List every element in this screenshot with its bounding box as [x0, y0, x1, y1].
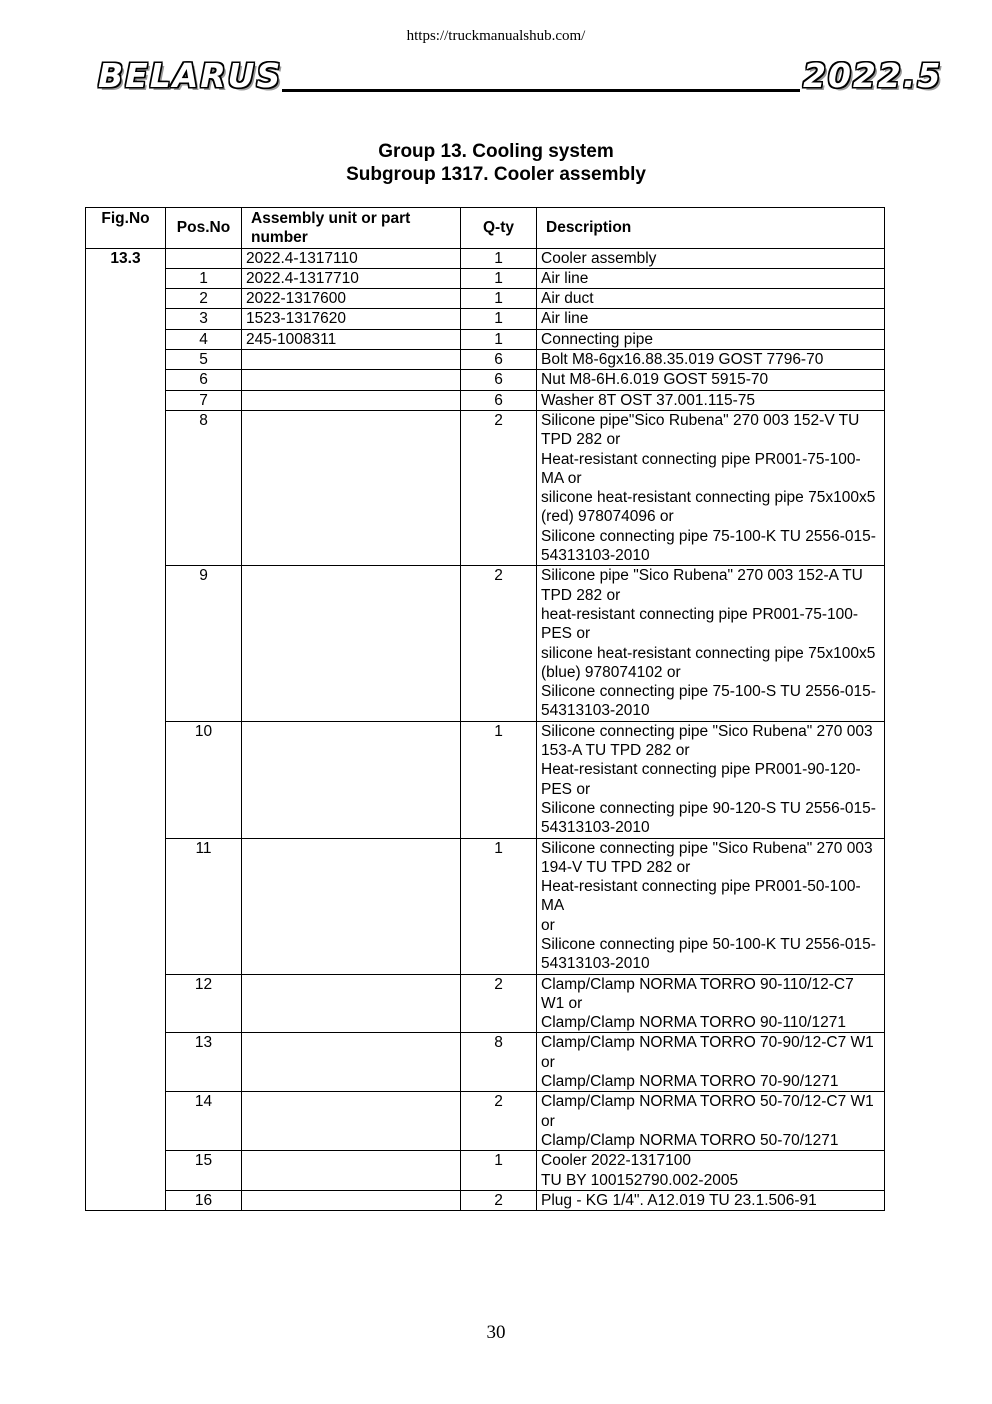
table-row: [86, 309, 885, 329]
part-number-cell: [242, 370, 461, 390]
description-cell: Nut M8-6H.6.019 GOST 5915-70: [537, 370, 885, 390]
subgroup-title: Subgroup 1317. Cooler assembly: [346, 164, 646, 185]
pos-number-cell: 1: [166, 268, 242, 288]
description-line: Silicone connecting pipe "Sico Rubena" 270 003 153-A TU TPD 282 or: [541, 722, 873, 760]
qty-cell: 2: [461, 974, 537, 1033]
group-title: Group 13. Cooling system: [378, 141, 614, 162]
table-row: [86, 289, 885, 309]
description-line: Silicone connecting pipe 90-120-S TU 2556-015-54313103-2010: [541, 799, 876, 837]
part-number-cell: 2022.4-1317110: [242, 248, 461, 268]
pos-number-cell: 3: [166, 309, 242, 329]
description-cell: Cooler assembly: [537, 248, 885, 268]
qty-cell: 2: [461, 410, 537, 565]
pos-number-cell: 16: [166, 1190, 242, 1210]
table-row: [86, 1151, 885, 1191]
model-number: 2022.5: [803, 56, 943, 95]
description-line: Clamp/Clamp NORMA TORRO 50-70/1271: [541, 1131, 839, 1149]
table-row: [86, 248, 885, 268]
table-row: [86, 721, 885, 838]
description-line: or: [541, 916, 555, 934]
table-row: [86, 390, 885, 410]
description-cell: [537, 974, 885, 1033]
pos-number-cell: 7: [166, 390, 242, 410]
description-line: heat-resistant connecting pipe PR001-75-100-PES or: [541, 605, 859, 643]
part-number-cell: [242, 566, 461, 721]
description-line: Silicone connecting pipe "Sico Rubena" 270 003 194-V TU TPD 282 or: [541, 839, 873, 876]
part-number-cell: [242, 410, 461, 565]
part-number-cell: [242, 838, 461, 974]
description-cell: [537, 721, 885, 838]
qty-cell: 6: [461, 350, 537, 370]
pos-number-cell: 9: [166, 566, 242, 721]
qty-cell: 1: [461, 289, 537, 309]
description-line: Silicone connecting pipe 75-100-K TU 2556-015-54313103-2010: [541, 527, 876, 565]
part-number-cell: [242, 1190, 461, 1210]
qty-cell: 2: [461, 1190, 537, 1210]
table-row: [86, 329, 885, 349]
source-url: https://truckmanualshub.com/: [406, 28, 586, 44]
qty-cell: 1: [461, 268, 537, 288]
part-number-cell: 245-1008311: [242, 329, 461, 349]
pos-number-cell: 6: [166, 370, 242, 390]
pos-number-cell: 15: [166, 1151, 242, 1191]
description-line: Heat-resistant connecting pipe PR001-90-120-PES or: [541, 761, 861, 798]
part-number-cell: [242, 1033, 461, 1092]
qty-cell: 2: [461, 566, 537, 721]
pos-number-cell: 4: [166, 329, 242, 349]
description-line: TU BY 100152790.002-2005: [541, 1171, 739, 1189]
header-description: Description: [537, 208, 885, 249]
qty-cell: 1: [461, 1151, 537, 1191]
table-row: [86, 838, 885, 974]
qty-cell: 1: [461, 838, 537, 974]
description-cell: [537, 566, 885, 721]
pos-number-cell: 14: [166, 1092, 242, 1151]
section-titles: [0, 140, 992, 186]
description-line: Clamp/Clamp NORMA TORRO 90-110/1271: [541, 1014, 846, 1032]
description-line: Clamp/Clamp NORMA TORRO 70-90/1271: [541, 1073, 839, 1091]
table-row: [86, 268, 885, 288]
header-qty: Q-ty: [461, 208, 537, 249]
description-line: silicone heat-resistant connecting pipe 75x100x5 (blue) 978074102 or: [541, 644, 876, 681]
part-number-cell: [242, 390, 461, 410]
description-line: Heat-resistant connecting pipe PR001-50-100-MA: [541, 878, 861, 915]
part-number-cell: [242, 1151, 461, 1191]
description-line: silicone heat-resistant connecting pipe 75x100x5 (red) 978074096 or: [541, 489, 876, 526]
description-line: Clamp/Clamp NORMA TORRO 90-110/12-C7 W1 or: [541, 975, 854, 1012]
description-cell: Connecting pipe: [537, 329, 885, 349]
part-number-cell: [242, 350, 461, 370]
table-row: [86, 1190, 885, 1210]
fig-number-cell: 13.3: [86, 248, 166, 1211]
header-fig-no: Fig.No: [86, 208, 166, 249]
table-row: [86, 974, 885, 1033]
description-cell: Plug - KG 1/4". A12.019 TU 23.1.506-91: [537, 1190, 885, 1210]
pos-number-cell: 10: [166, 721, 242, 838]
header-pos-no: Pos.No: [166, 208, 242, 249]
description-line: Silicone pipe "Sico Rubena" 270 003 152-A TU TPD 282 or: [541, 567, 863, 604]
description-cell: Air line: [537, 309, 885, 329]
qty-cell: 1: [461, 309, 537, 329]
description-line: Silicone pipe"Sico Rubena" 270 003 152-V TU TPD 282 or: [541, 411, 860, 449]
part-number-cell: 2022-1317600: [242, 289, 461, 309]
pos-number-cell: 12: [166, 974, 242, 1033]
part-number-cell: 2022.4-1317710: [242, 268, 461, 288]
part-number-cell: 1523-1317620: [242, 309, 461, 329]
description-cell: Washer 8T OST 37.001.115-75: [537, 390, 885, 410]
part-number-cell: [242, 721, 461, 838]
qty-cell: 1: [461, 248, 537, 268]
header-rule: [282, 89, 800, 92]
pos-number-cell: 2: [166, 289, 242, 309]
description-cell: Bolt M8-6gx16.88.35.019 GOST 7796-70: [537, 350, 885, 370]
qty-cell: 8: [461, 1033, 537, 1092]
qty-cell: 2: [461, 1092, 537, 1151]
description-cell: [537, 1092, 885, 1151]
part-number-cell: [242, 1092, 461, 1151]
description-cell: [537, 1151, 885, 1191]
pos-number-cell: [166, 248, 242, 268]
description-line: Clamp/Clamp NORMA TORRO 70-90/12-C7 W1 or: [541, 1034, 874, 1071]
qty-cell: 6: [461, 390, 537, 410]
parts-table: [85, 207, 885, 1211]
page-number: 30: [486, 1322, 506, 1343]
description-line: Clamp/Clamp NORMA TORRO 50-70/12-C7 W1 or: [541, 1093, 874, 1130]
parts-table-body: [86, 248, 885, 1211]
table-row: [86, 1033, 885, 1092]
table-row: [86, 350, 885, 370]
table-row: [86, 410, 885, 565]
description-line: Cooler 2022-1317100: [541, 1152, 691, 1170]
pos-number-cell: 11: [166, 838, 242, 974]
part-number-cell: [242, 974, 461, 1033]
brand-logo: BELARUS: [98, 56, 283, 95]
description-cell: [537, 1033, 885, 1092]
description-line: Silicone connecting pipe 50-100-K TU 2556-015-54313103-2010: [541, 935, 876, 973]
table-row: [86, 1092, 885, 1151]
pos-number-cell: 8: [166, 410, 242, 565]
description-line: Heat-resistant connecting pipe PR001-75-100-MA or: [541, 450, 861, 487]
description-line: Silicone connecting pipe 75-100-S TU 2556-015-54313103-2010: [541, 683, 876, 720]
pos-number-cell: 13: [166, 1033, 242, 1092]
header-part-number: Assembly unit or part number: [242, 208, 461, 249]
description-cell: Air duct: [537, 289, 885, 309]
table-row: [86, 566, 885, 721]
table-row: [86, 370, 885, 390]
qty-cell: 1: [461, 721, 537, 838]
description-cell: [537, 410, 885, 565]
qty-cell: 1: [461, 329, 537, 349]
description-cell: Air line: [537, 268, 885, 288]
description-cell: [537, 838, 885, 974]
qty-cell: 6: [461, 370, 537, 390]
pos-number-cell: 5: [166, 350, 242, 370]
